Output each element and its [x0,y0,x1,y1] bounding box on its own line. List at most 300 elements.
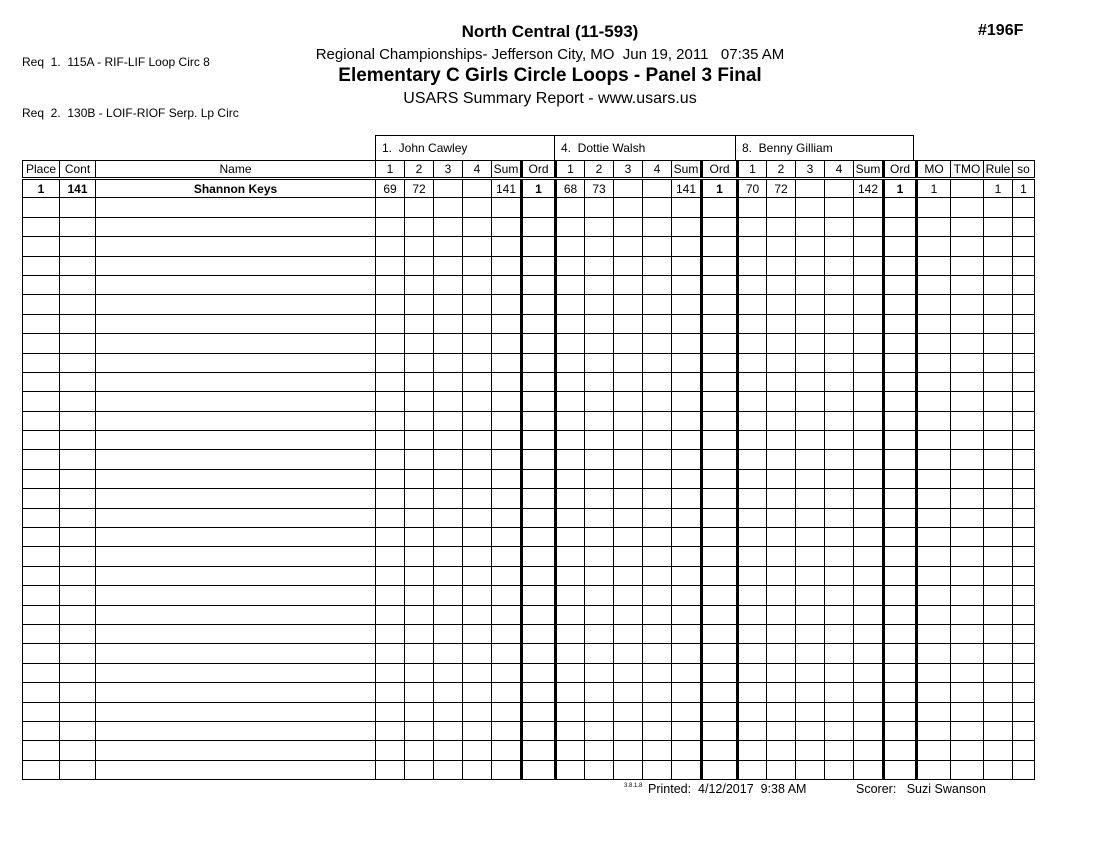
cell-judge2-score4 [643,683,672,702]
cell-judge3-score3 [796,353,825,372]
cell-judge2-score1 [556,314,585,333]
empty-table-row [23,489,1035,508]
page-title: Elementary C Girls Circle Loops - Panel 3 Final [338,65,762,86]
cell-judge3-score1 [738,566,767,585]
cell-name [96,741,376,760]
table-body [23,179,1035,780]
empty-table-row [23,450,1035,469]
cell-mo [917,392,951,411]
cell-judge1-score1 [376,586,405,605]
cell-judge2-score2 [585,353,614,372]
empty-table-row [23,644,1035,663]
cell-judge1-sum [492,237,522,256]
cell-cont [60,431,96,450]
cell-judge3-score4 [825,760,854,779]
cell-judge1-ord [522,605,556,624]
cell-judge3-score3 [796,198,825,217]
judge-name-box: 1. John Cawley [375,135,555,161]
cell-cont [60,663,96,682]
cell-judge1-sum [492,450,522,469]
cell-judge3-score4 [825,372,854,391]
cell-judge2-ord: 1 [702,179,738,198]
cell-judge2-score1 [556,411,585,430]
cell-judge2-score4 [643,431,672,450]
cell-judge2-score3 [614,528,643,547]
cell-judge1-sum [492,663,522,682]
cell-judge2-ord [702,566,738,585]
cell-judge1-ord [522,372,556,391]
cell-tmo [951,702,984,721]
cell-so [1013,431,1035,450]
cell-judge3-score3 [796,489,825,508]
cell-tmo [951,353,984,372]
empty-table-row [23,431,1035,450]
cell-judge2-sum [672,275,702,294]
cell-cont [60,644,96,663]
cell-rule [984,566,1013,585]
cell-judge1-ord [522,644,556,663]
col-header-judge1-sum: Sum [492,161,522,179]
cell-judge2-sum [672,256,702,275]
empty-table-row [23,314,1035,333]
cell-judge3-ord [884,605,917,624]
cell-judge2-sum [672,489,702,508]
cell-judge3-sum [854,528,884,547]
cell-judge2-sum [672,547,702,566]
cell-judge1-sum [492,508,522,527]
cell-cont [60,217,96,236]
cell-judge1-score1 [376,644,405,663]
cell-judge1-score2 [405,469,434,488]
cell-judge2-score2: 73 [585,179,614,198]
cell-judge3-score2 [767,683,796,702]
cell-judge2-score1 [556,702,585,721]
cell-cont [60,683,96,702]
cell-judge1-score3 [434,256,463,275]
cell-judge2-score4 [643,334,672,353]
cell-judge2-score3 [614,237,643,256]
cell-name [96,353,376,372]
cell-judge2-sum [672,450,702,469]
cell-tmo [951,586,984,605]
cell-mo [917,450,951,469]
cell-rule [984,275,1013,294]
cell-judge3-score2 [767,547,796,566]
cell-judge3-score4 [825,450,854,469]
cell-judge2-sum [672,741,702,760]
cell-judge3-score2 [767,353,796,372]
cell-judge1-score3 [434,508,463,527]
cell-judge2-sum [672,702,702,721]
cell-judge2-ord [702,683,738,702]
cell-mo [917,411,951,430]
cell-judge3-score1 [738,586,767,605]
cell-name [96,469,376,488]
cell-judge1-score4 [463,547,492,566]
cell-so [1013,644,1035,663]
cell-judge1-ord [522,547,556,566]
cell-judge3-ord [884,372,917,391]
cell-judge1-score1: 69 [376,179,405,198]
cell-judge3-sum [854,275,884,294]
cell-judge2-score3 [614,450,643,469]
cell-judge1-score4 [463,683,492,702]
cell-judge3-ord [884,431,917,450]
col-header-judge2-2: 2 [585,161,614,179]
empty-table-row [23,721,1035,740]
cell-judge3-ord [884,566,917,585]
cell-judge1-score4 [463,256,492,275]
cell-mo [917,586,951,605]
cell-judge3-score3 [796,469,825,488]
cell-tmo [951,392,984,411]
cell-judge2-sum [672,334,702,353]
cell-place [23,237,60,256]
cell-place [23,760,60,779]
cell-judge2-score4 [643,198,672,217]
cell-judge3-ord [884,450,917,469]
cell-judge1-ord [522,566,556,585]
cell-tmo [951,256,984,275]
cell-judge2-sum [672,431,702,450]
cell-judge1-ord [522,256,556,275]
cell-judge3-score1 [738,721,767,740]
cell-judge3-ord [884,392,917,411]
cell-judge3-score3 [796,624,825,643]
cell-so [1013,547,1035,566]
cell-judge1-ord [522,431,556,450]
cell-cont [60,353,96,372]
cell-rule [984,469,1013,488]
cell-judge1-ord [522,334,556,353]
cell-mo [917,217,951,236]
cell-judge2-score1 [556,489,585,508]
cell-judge3-score4 [825,702,854,721]
cell-judge2-score3 [614,179,643,198]
cell-judge2-ord [702,508,738,527]
cell-rule [984,721,1013,740]
cell-judge2-score1 [556,721,585,740]
cell-judge1-score4 [463,663,492,682]
cell-cont [60,392,96,411]
cell-place [23,295,60,314]
empty-table-row [23,275,1035,294]
cell-judge3-score2 [767,702,796,721]
cell-judge2-score3 [614,217,643,236]
cell-judge3-score2 [767,431,796,450]
cell-judge3-sum [854,411,884,430]
cell-name [96,760,376,779]
region-title: North Central (11-593) [461,22,639,41]
cell-mo [917,275,951,294]
cell-judge1-score2 [405,237,434,256]
cell-judge2-score4 [643,411,672,430]
cell-judge2-score1 [556,392,585,411]
cell-judge3-score4 [825,721,854,740]
cell-judge1-score1 [376,489,405,508]
cell-cont [60,275,96,294]
empty-table-row [23,566,1035,585]
report-subtitle: USARS Summary Report - www.usars.us [403,90,697,107]
cell-tmo [951,314,984,333]
cell-mo [917,431,951,450]
cell-name [96,295,376,314]
cell-judge2-score4 [643,741,672,760]
cell-name [96,217,376,236]
cell-mo [917,624,951,643]
cell-judge2-score4 [643,450,672,469]
cell-judge3-ord [884,334,917,353]
cell-judge1-score1 [376,431,405,450]
cell-judge2-score3 [614,469,643,488]
cell-judge3-score4 [825,605,854,624]
cell-judge1-score3 [434,372,463,391]
cell-judge3-score4 [825,663,854,682]
cell-judge2-sum [672,353,702,372]
cell-judge1-score3 [434,721,463,740]
cell-judge3-score4 [825,275,854,294]
cell-judge1-score2 [405,760,434,779]
empty-table-row [23,411,1035,430]
cell-so [1013,450,1035,469]
cell-judge3-score4 [825,198,854,217]
cell-judge1-score1 [376,198,405,217]
cell-mo [917,353,951,372]
cell-judge1-score1 [376,314,405,333]
cell-so [1013,566,1035,585]
cell-judge3-score1: 70 [738,179,767,198]
col-header-place: Place [23,161,60,179]
cell-judge2-score3 [614,334,643,353]
cell-judge1-score3 [434,217,463,236]
cell-judge2-ord [702,469,738,488]
cell-judge2-score2 [585,721,614,740]
cell-judge1-score1 [376,450,405,469]
cell-judge1-score3 [434,760,463,779]
cell-judge3-score3 [796,644,825,663]
cell-so [1013,528,1035,547]
cell-judge2-ord [702,431,738,450]
cell-judge3-score1 [738,528,767,547]
cell-judge3-score2 [767,528,796,547]
cell-judge3-ord [884,741,917,760]
cell-judge1-score4 [463,179,492,198]
cell-mo: 1 [917,179,951,198]
cell-judge1-score4 [463,508,492,527]
cell-judge3-sum [854,760,884,779]
cell-judge1-ord [522,392,556,411]
cell-so [1013,217,1035,236]
cell-judge1-score2 [405,372,434,391]
cell-judge3-sum [854,605,884,624]
cell-rule [984,624,1013,643]
col-header-judge1-3: 3 [434,161,463,179]
cell-judge1-score1 [376,334,405,353]
cell-judge3-score2 [767,198,796,217]
cell-judge3-score2 [767,275,796,294]
cell-judge3-score4 [825,295,854,314]
cell-mo [917,760,951,779]
cell-judge1-score4 [463,198,492,217]
cell-so [1013,275,1035,294]
cell-judge2-score1 [556,508,585,527]
cell-judge3-ord [884,353,917,372]
cell-judge3-score1 [738,760,767,779]
cell-place [23,605,60,624]
cell-judge2-score1 [556,295,585,314]
cell-judge3-score3 [796,741,825,760]
cell-judge1-sum [492,314,522,333]
cell-judge3-score1 [738,644,767,663]
cell-judge1-score3 [434,663,463,682]
cell-cont [60,508,96,527]
cell-judge3-score1 [738,217,767,236]
cell-judge2-score2 [585,508,614,527]
cell-judge3-score2 [767,489,796,508]
cell-judge2-score4 [643,469,672,488]
cell-judge2-score1 [556,237,585,256]
cell-judge2-score4 [643,237,672,256]
cell-rule [984,314,1013,333]
cell-place [23,411,60,430]
cell-judge3-sum [854,295,884,314]
cell-judge3-score3 [796,411,825,430]
cell-judge1-score2: 72 [405,179,434,198]
cell-judge1-score1 [376,528,405,547]
cell-judge2-ord [702,605,738,624]
cell-judge3-sum [854,372,884,391]
cell-so [1013,469,1035,488]
cell-so [1013,586,1035,605]
cell-cont [60,256,96,275]
cell-tmo [951,566,984,585]
cell-so [1013,411,1035,430]
cell-judge1-sum [492,702,522,721]
cell-judge1-score2 [405,450,434,469]
cell-tmo [951,469,984,488]
cell-name [96,644,376,663]
col-header-judge1-ord: Ord [522,161,556,179]
cell-judge1-score2 [405,586,434,605]
cell-judge2-ord [702,353,738,372]
cell-judge3-ord: 1 [884,179,917,198]
cell-name [96,508,376,527]
cell-judge3-ord [884,411,917,430]
cell-judge3-score2 [767,508,796,527]
cell-judge2-sum [672,295,702,314]
cell-judge3-score4 [825,528,854,547]
cell-judge3-score3 [796,275,825,294]
empty-table-row [23,760,1035,779]
cell-judge2-score2 [585,469,614,488]
cell-judge3-score1 [738,295,767,314]
cell-judge3-ord [884,702,917,721]
cell-judge2-sum [672,469,702,488]
cell-judge1-score4 [463,624,492,643]
cell-rule [984,237,1013,256]
col-header-judge3-3: 3 [796,161,825,179]
cell-judge1-score2 [405,566,434,585]
cell-name [96,372,376,391]
cell-judge3-sum [854,547,884,566]
col-header-cont: Cont [60,161,96,179]
cell-judge1-ord [522,760,556,779]
cell-judge1-score1 [376,372,405,391]
cell-judge3-score3 [796,237,825,256]
cell-judge1-score3 [434,392,463,411]
cell-so [1013,605,1035,624]
cell-judge3-score1 [738,314,767,333]
cell-judge3-score1 [738,431,767,450]
cell-judge1-ord [522,663,556,682]
cell-cont [60,469,96,488]
cell-judge1-ord [522,528,556,547]
cell-cont [60,702,96,721]
cell-place [23,624,60,643]
cell-so [1013,508,1035,527]
cell-tmo [951,217,984,236]
cell-judge2-score4 [643,547,672,566]
judge-name-box: 8. Benny Gilliam [735,135,914,161]
cell-judge3-ord [884,624,917,643]
cell-judge3-sum [854,508,884,527]
cell-judge1-score3 [434,644,463,663]
cell-judge2-score4 [643,179,672,198]
printed-line [648,782,806,796]
cell-judge2-score1 [556,275,585,294]
empty-table-row [23,663,1035,682]
cell-tmo [951,237,984,256]
table-row [23,179,1035,198]
cell-judge3-score2 [767,411,796,430]
cell-judge1-sum [492,683,522,702]
printed-value: 4/12/2017 9:38 AM [698,782,807,796]
cell-rule [984,353,1013,372]
cell-judge3-score2 [767,334,796,353]
col-header-judge1-4: 4 [463,161,492,179]
cell-judge2-score3 [614,275,643,294]
cell-judge3-score2 [767,760,796,779]
cell-rule: 1 [984,179,1013,198]
cell-so [1013,256,1035,275]
cell-name [96,431,376,450]
cell-judge3-score2 [767,392,796,411]
cell-judge3-score3 [796,721,825,740]
cell-place [23,663,60,682]
cell-judge3-ord [884,683,917,702]
cell-judge1-score3 [434,586,463,605]
cell-judge3-score2 [767,469,796,488]
cell-judge2-score4 [643,275,672,294]
cell-place [23,372,60,391]
cell-judge2-score4 [643,256,672,275]
cell-judge3-ord [884,314,917,333]
cell-so [1013,295,1035,314]
cell-judge1-score4 [463,372,492,391]
cell-judge2-score3 [614,314,643,333]
cell-judge3-score1 [738,198,767,217]
cell-judge2-score2 [585,275,614,294]
cell-judge2-score3 [614,586,643,605]
cell-judge3-sum [854,586,884,605]
cell-name [96,450,376,469]
judge-header-strip [375,135,914,160]
requirement-1: Req 1. 115A - RIF-LIF Loop Circ 8 [22,55,210,69]
cell-judge2-score4 [643,353,672,372]
cell-judge2-score1 [556,353,585,372]
cell-judge2-sum [672,237,702,256]
cell-place [23,644,60,663]
